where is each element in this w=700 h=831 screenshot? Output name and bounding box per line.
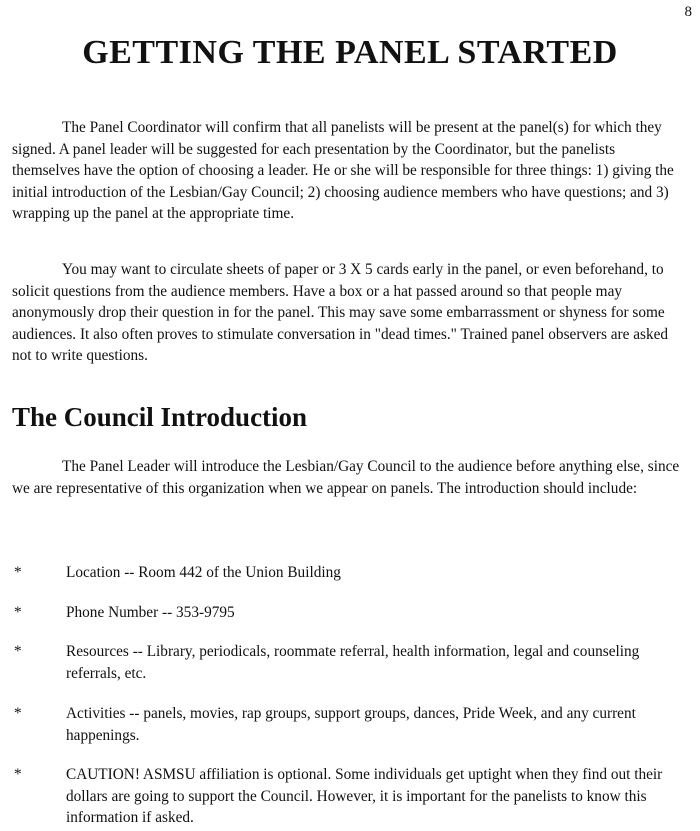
bullet-text: CAUTION! ASMSU affiliation is optional. Some individuals get uptight when they find out their dollars are going to support the Council. However, it is important for the panelists to know this information if asked. <box>66 766 663 826</box>
bullet-item-resources <box>12 641 688 684</box>
bullet-marker: * <box>14 604 22 621</box>
paragraph-questions: You may want to circulate sheets of paper or 3 X 5 cards early in the panel, or even beforehand, to solicit questions from the audience members. Have a box or a hat passed around so that people may anonymously drop their question in for the panel. This may save some embarrassment or shyness for some audiences. It also often proves to stimulate conversation in "dead times." Trained panel observers are asked not to write questions. <box>12 261 669 364</box>
paragraph-introduction: The Panel Leader will introduce the Lesbian/Gay Council to the audience before anything else, since we are representative of this organization when we appear on panels. The introduction should include: <box>12 458 680 497</box>
bullet-marker: * <box>14 705 22 722</box>
page-number: 8 <box>684 4 692 20</box>
page-title: GETTING THE PANEL STARTED <box>82 34 618 71</box>
section-heading-council-introduction: The Council Introduction <box>12 402 308 432</box>
bullet-item-caution <box>12 764 688 829</box>
bullet-text: Resources -- Library, periodicals, roommate referral, health information, legal and counseling referrals, etc. <box>66 643 640 682</box>
bullet-text: Phone Number -- 353-9795 <box>66 604 235 621</box>
paragraph-panel-coordinator: The Panel Coordinator will confirm that all panelists will be present at the panel(s) for which they signed. A panel leader will be suggested for each presentation by the Coordinator, but the panelists themselves have the option of choosing a leader. He or she will be responsible for three things: 1) giving the initial introduction of the Lesbian/Gay Council; 2) choosing audience members who have questions; and 3) wrapping up the panel at the appropriate time. <box>12 119 674 222</box>
bullet-item-phone <box>12 602 688 624</box>
bullet-item-activities <box>12 703 688 746</box>
bullet-text: Activities -- panels, movies, rap groups, support groups, dances, Pride Week, and any current happenings. <box>66 705 636 744</box>
bullet-marker: * <box>14 564 22 581</box>
bullet-text: Location -- Room 442 of the Union Building <box>66 564 341 581</box>
bullet-marker: * <box>14 766 22 783</box>
bullet-marker: * <box>14 643 22 660</box>
bullet-item-location <box>12 562 688 584</box>
